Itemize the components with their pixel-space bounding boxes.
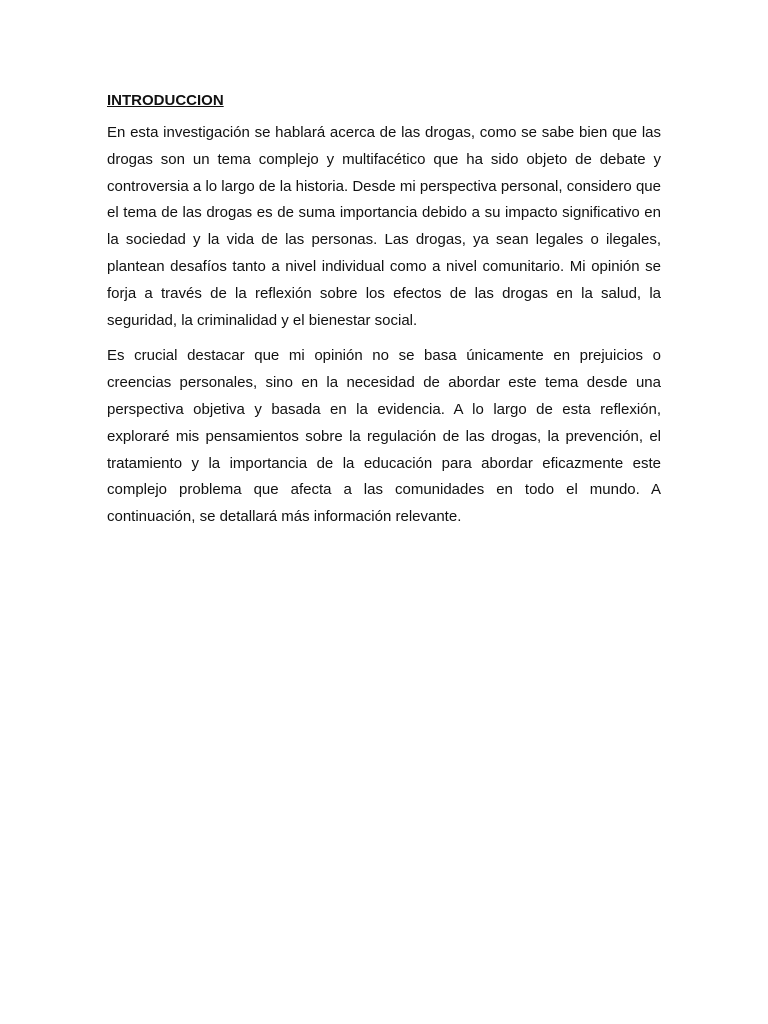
document-body bbox=[107, 90, 661, 540]
paragraph-2: Es crucial destacar que mi opinión no se basa únicamente en prejuicios o creencias personales, sino en la necesidad de abordar este tema desde una perspectiva objetiva y basada en la evidencia. A lo largo de esta reflexión, exploraré mis pensamientos sobre la regulación de las drogas, la prevención, el tratamiento y la importancia de la educación para abordar eficazmente este complejo problema que afecta a las comunidades en todo el mundo. A continuación, se detallará más información relevante. bbox=[107, 347, 661, 526]
paragraph-1: En esta investigación se hablará acerca de las drogas, como se sabe bien que las drogas son un tema complejo y multifacético que ha sido objeto de debate y controversia a lo largo de la historia. Desde mi perspectiva personal, considero que el tema de las drogas es de suma importancia debido a su impacto significativo en la sociedad y la vida de las personas. Las drogas, ya sean legales o ilegales, plantean desafíos tanto a nivel individual como a nivel comunitario. Mi opinión se forja a través de la reflexión sobre los efectos de las drogas en la salud, la seguridad, la criminalidad y el bienestar social. bbox=[107, 124, 661, 329]
section-heading: INTRODUCCION bbox=[107, 92, 224, 109]
